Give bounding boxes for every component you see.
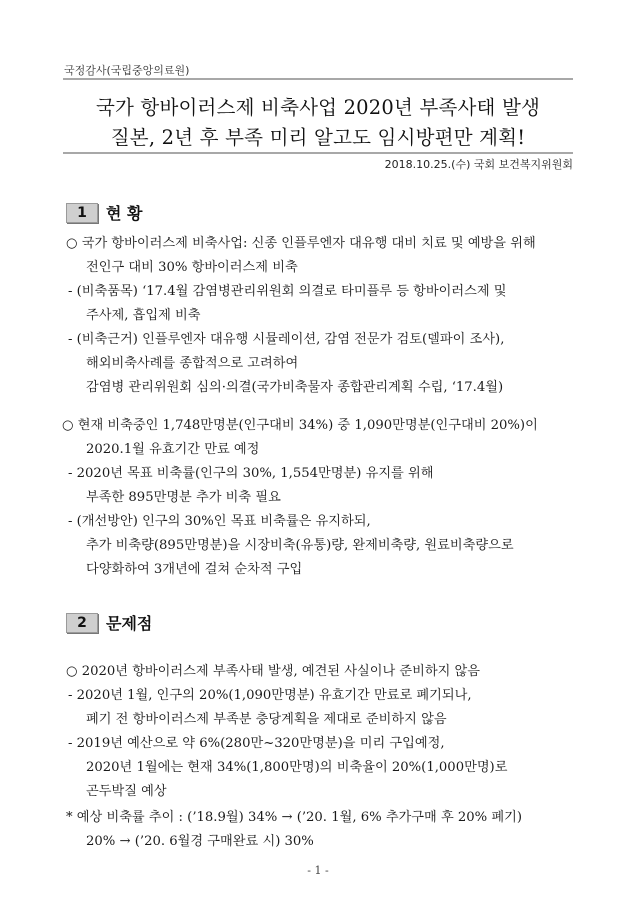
section-2-heading xyxy=(66,611,152,634)
header-bottom-rule xyxy=(63,152,573,154)
dash-item: - (개선방안) 인구의 30%인 목표 비축률은 유지하되, xyxy=(68,514,371,529)
document-title-line1: 국가 항바이러스제 비축사업 2020년 부족사태 발생 xyxy=(95,96,541,119)
dateline: 2018.10.25.(수) 국회 보건복지위원회 xyxy=(384,158,573,171)
dash-continuation: 주사제, 흡입제 비축 xyxy=(86,308,201,323)
dash-item: - (비축품목) ‘17.4월 감염병관리위원회 의결로 타미플루 등 항바이러스제 및 xyxy=(68,284,507,299)
note-item: * 예상 비축률 추이 : (’18.9월) 34% → (’20. 1월, 6% 추가구매 후 20% 폐기) xyxy=(66,810,523,825)
dash-continuation: 2020년 1월에는 현재 34%(1,800만명)의 비축율이 20%(1,000만명)로 xyxy=(86,760,508,775)
dash-continuation: 해외비축사례를 종합적으로 고려하여 xyxy=(86,356,299,371)
section-1-heading xyxy=(66,201,142,224)
bullet-item: ○ 현재 비축중인 1,748만명분(인구대비 34%) 중 1,090만명분(인구대비 20%)이 xyxy=(62,418,538,433)
bullet-continuation: 전인구 대비 30% 항바이러스제 비축 xyxy=(86,260,298,275)
document-title-line2: 질본, 2년 후 부족 미리 알고도 임시방편만 계획! xyxy=(110,126,526,149)
dash-continuation: 추가 비축량(895만명분)을 시장비축(유통)량, 완제비축량, 원료비축량으로 xyxy=(86,538,514,553)
header-top-rule xyxy=(63,78,573,80)
section-number-box: 1 xyxy=(66,203,98,223)
note-continuation: 20% → (’20. 6월경 구매완료 시) 30% xyxy=(86,834,314,849)
dash-item: - 2019년 예산으로 약 6%(280만~320만명분)을 미리 구입예정, xyxy=(68,736,445,751)
dash-continuation: 부족한 895만명분 추가 비축 필요 xyxy=(86,490,281,505)
dash-continuation: 다양화하여 3개년에 걸쳐 순차적 구입 xyxy=(86,562,303,577)
bullet-continuation: 2020.1월 유효기간 만료 예정 xyxy=(86,442,260,457)
section-number-box: 2 xyxy=(66,613,98,633)
bullet-item: ○ 국가 항바이러스제 비축사업: 신종 인플루엔자 대유행 대비 치료 및 예방을 위해 xyxy=(66,236,536,251)
dash-item: - 2020년 목표 비축률(인구의 30%, 1,554만명분) 유지를 위해 xyxy=(68,466,434,481)
section-title: 현 황 xyxy=(106,204,143,223)
dash-item: - 2020년 1월, 인구의 20%(1,090만명분) 유효기간 만료로 폐기되나, xyxy=(68,688,472,703)
document-header-tag: 국정감사(국립중앙의료원) xyxy=(64,64,190,77)
bullet-item: ○ 2020년 항바이러스제 부족사태 발생, 예견된 사실이나 준비하지 않음 xyxy=(66,664,481,679)
page-number: - 1 - xyxy=(307,864,329,877)
dash-continuation: 감염병 관리위원회 심의·의결(국가비축물자 종합관리계획 수립, ‘17.4월) xyxy=(86,380,504,395)
dash-item: - (비축근거) 인플루엔자 대유행 시뮬레이션, 감염 전문가 검토(델파이 조사), xyxy=(68,332,505,347)
section-title: 문제점 xyxy=(106,614,153,633)
dash-continuation: 곤두박질 예상 xyxy=(86,784,167,799)
dash-continuation: 폐기 전 항바이러스제 부족분 충당계획을 제대로 준비하지 않음 xyxy=(86,712,447,727)
